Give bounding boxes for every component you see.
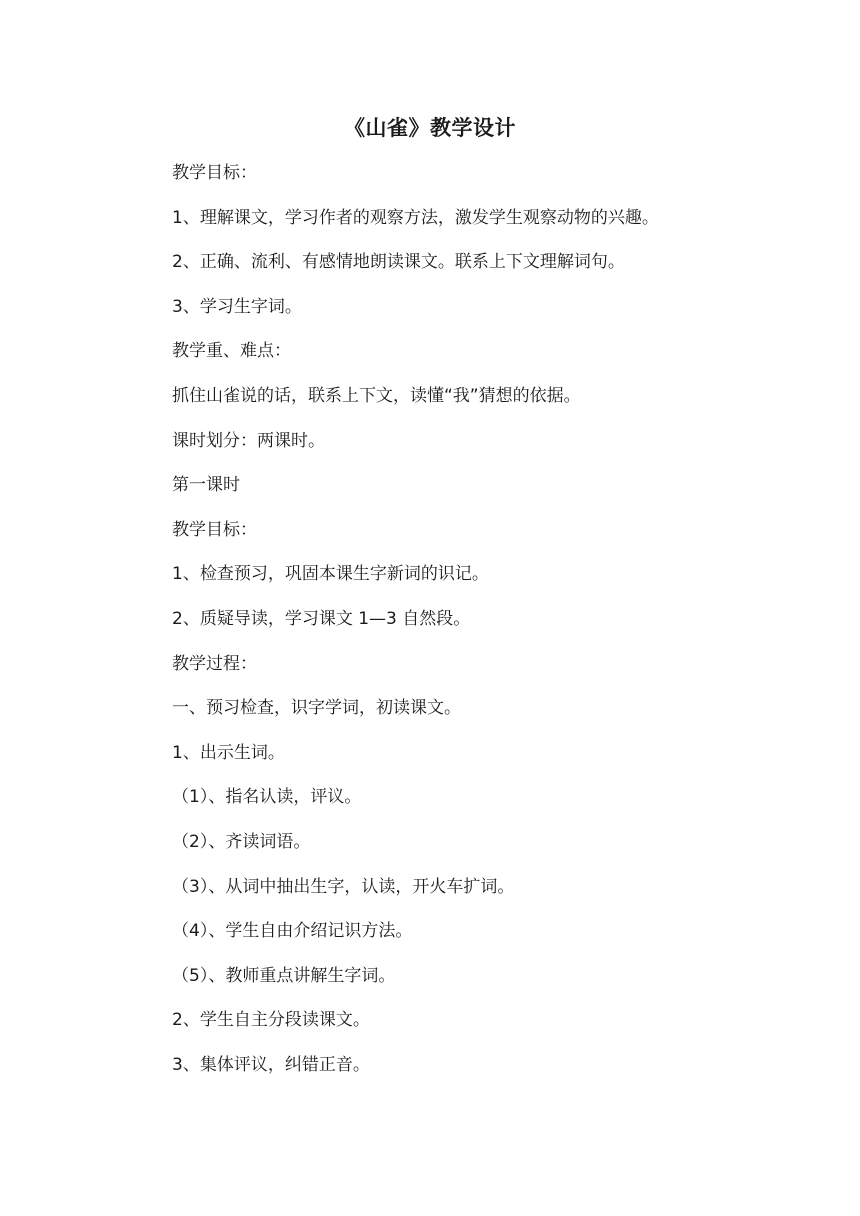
text-line: 第一课时 [172,475,240,496]
document-body [172,158,812,1094]
text-line: 教学目标： [172,519,257,540]
text-line: 1、出示生词。 [172,742,285,763]
text-line: 3、学习生字词。 [172,296,302,317]
text-line: 教学重、难点： [172,341,291,362]
text-line: 1、检查预习，巩固本课生字新词的识记。 [172,564,489,585]
text-line: 抓住山雀说的话，联系上下文，读懂“我”猜想的依据。 [172,385,581,406]
text-line: 教学过程： [172,653,257,674]
text-line: 2、学生自主分段读课文。 [172,1010,370,1031]
text-line: （5）、教师重点讲解生字词。 [172,965,396,986]
text-line: （3）、从词中抽出生字，认读，开火车扩词。 [172,876,515,897]
text-line: 2、正确、流利、有感情地朗读课文。联系上下文理解词句。 [172,252,625,273]
text-line: （1）、指名认读，评议。 [172,787,362,808]
text-line: 教学目标： [172,163,257,183]
text-line: 课时划分：两课时。 [172,430,325,451]
text-line: （4）、学生自由介绍记识方法。 [172,921,413,942]
text-line: 1、理解课文，学习作者的观察方法，激发学生观察动物的兴趣。 [172,207,659,228]
text-line: 2、质疑导读，学习课文 1—3 自然段。 [172,608,471,629]
text-line: 一、预习检查，识字学词，初读课文。 [172,698,461,719]
text-line: （2）、齐读词语。 [172,831,311,852]
document-title: 《山雀》教学设计 [344,116,516,140]
text-line: 3、集体评议，纠错正音。 [172,1054,370,1075]
